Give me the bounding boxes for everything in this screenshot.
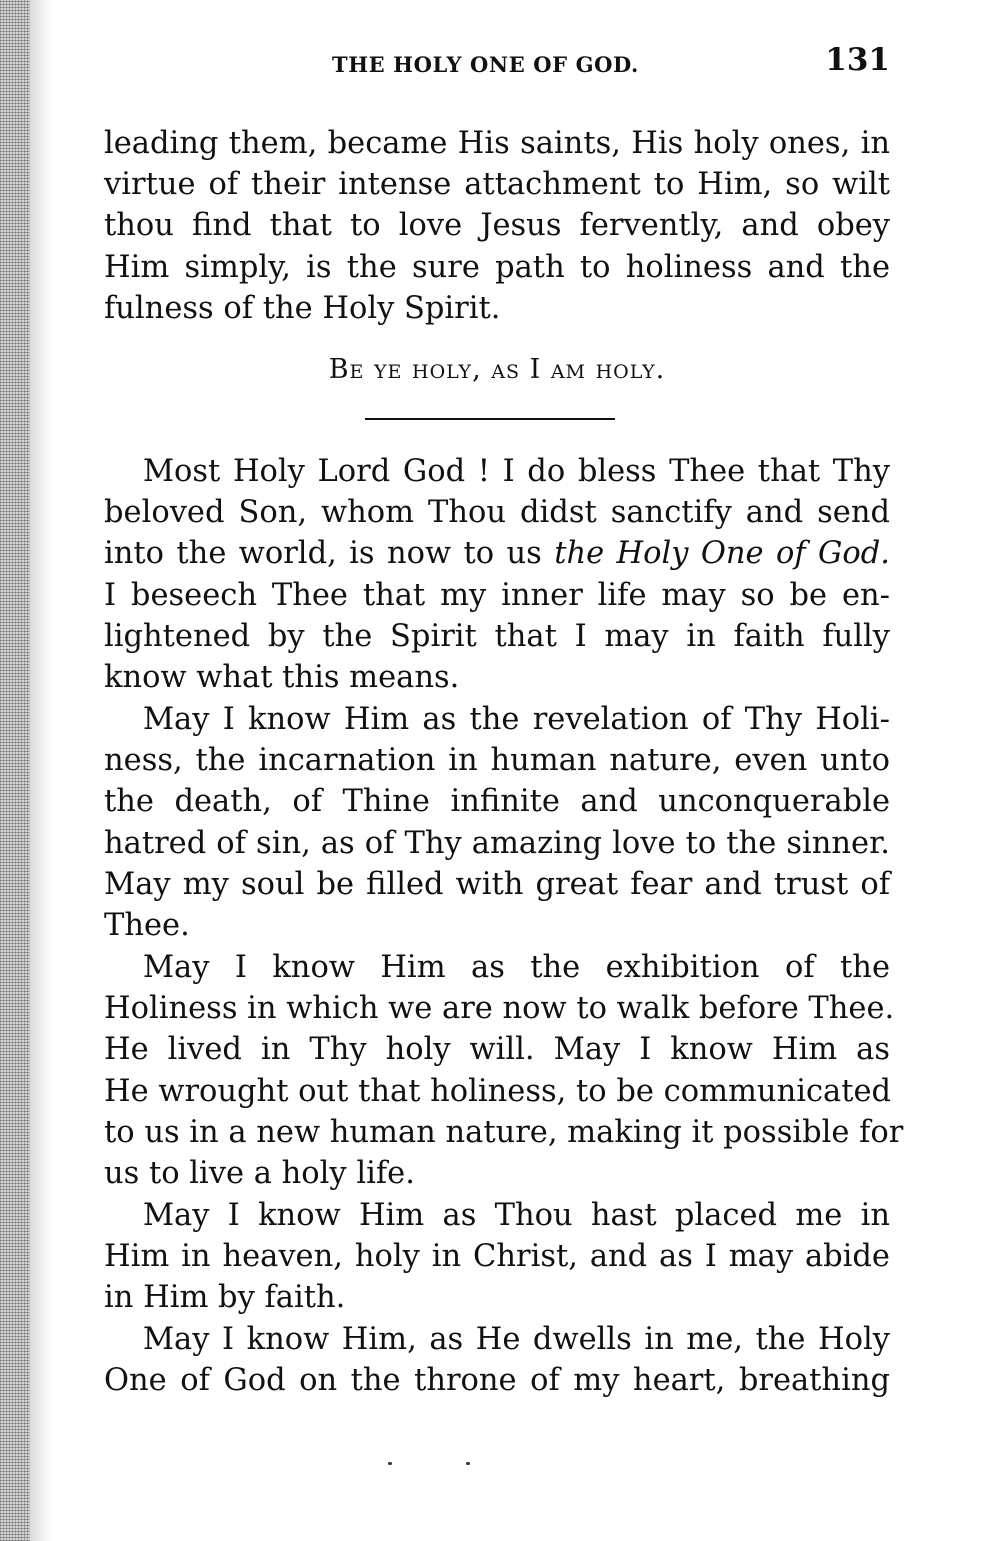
text-line-content: May I know Him as Thou hast placed me in bbox=[142, 1198, 890, 1233]
text-line: hatred of sin, as of Thy amazing love to the sinner. bbox=[104, 825, 890, 861]
text-line: Holiness in which we are now to walk before Thee. bbox=[104, 991, 895, 1027]
prayer-paragraph-4 bbox=[104, 1195, 890, 1319]
text-line: us to live a holy life. bbox=[104, 1155, 415, 1191]
text-line: ness, the incarnation in human nature, even unto bbox=[104, 743, 890, 779]
print-speck bbox=[466, 1462, 470, 1465]
text-line bbox=[104, 451, 890, 492]
page-binding-edge bbox=[0, 0, 30, 1541]
print-specks bbox=[388, 1462, 478, 1466]
text-line bbox=[104, 1319, 890, 1360]
page-header bbox=[104, 38, 890, 88]
text-line: fulness of the Holy Spirit. bbox=[104, 290, 501, 326]
italic-title-phrase: the Holy One of God. bbox=[554, 536, 890, 572]
text-line: thou find that to love Jesus fervently, and obey bbox=[104, 208, 890, 244]
text-line: Thee. bbox=[104, 907, 190, 943]
text-line-content: May I know Him, as He dwells in me, the Holy bbox=[142, 1322, 890, 1357]
prayer-paragraph-3 bbox=[104, 947, 904, 1194]
text-line: in Him by faith. bbox=[104, 1280, 346, 1316]
text-line-content: Most Holy Lord God ! I do bless Thee that Thy bbox=[142, 454, 890, 489]
scripture-motto: Be ye holy, as I am holy. bbox=[328, 354, 666, 385]
text-line-content: May I know Him as the revelation of Thy Holi- bbox=[142, 702, 890, 737]
text-line: beloved Son, whom Thou didst sanctify and send bbox=[104, 495, 890, 531]
text-line: He lived in Thy holy will. May I know Him as bbox=[104, 1032, 890, 1068]
text-line-content: May I know Him as the exhibition of the bbox=[142, 950, 890, 985]
text-line: the death, of Thine infinite and unconquerable bbox=[104, 784, 890, 820]
page-number: 131 bbox=[825, 42, 890, 78]
prayer-paragraph-1 bbox=[104, 451, 890, 698]
text-line bbox=[104, 699, 890, 740]
text-line bbox=[104, 947, 890, 988]
text-line: I beseech Thee that my inner life may so be en- bbox=[104, 577, 890, 613]
text-line: Him simply, is the sure path to holiness and the bbox=[104, 249, 890, 285]
continuation-paragraph bbox=[104, 123, 890, 329]
text-line: He wrought out that holiness, to be communicated bbox=[104, 1073, 892, 1109]
text-line: virtue of their intense attachment to Him, so wilt bbox=[104, 167, 890, 203]
text-line: One of God on the throne of my heart, breathing bbox=[104, 1363, 890, 1399]
text-line: know what this means. bbox=[104, 659, 460, 695]
running-head: THE HOLY ONE OF GOD. bbox=[332, 52, 639, 77]
text-line bbox=[104, 533, 890, 574]
print-speck bbox=[388, 1462, 392, 1465]
text-line bbox=[104, 1195, 890, 1236]
text-line: leading them, became His saints, His holy ones, in bbox=[104, 126, 890, 161]
section-divider bbox=[365, 418, 615, 420]
prayer-paragraph-5 bbox=[104, 1319, 890, 1401]
prayer-paragraph-2 bbox=[104, 699, 890, 946]
text-line: lightened by the Spirit that I may in faith fully bbox=[104, 618, 890, 654]
text-line: May my soul be filled with great fear and trust of bbox=[104, 866, 890, 902]
text-line: Him in heaven, holy in Christ, and as I may abide bbox=[104, 1239, 890, 1275]
text-line-content: into the world, is now to us bbox=[104, 536, 555, 572]
text-line: to us in a new human nature, making it possible for bbox=[104, 1114, 904, 1150]
